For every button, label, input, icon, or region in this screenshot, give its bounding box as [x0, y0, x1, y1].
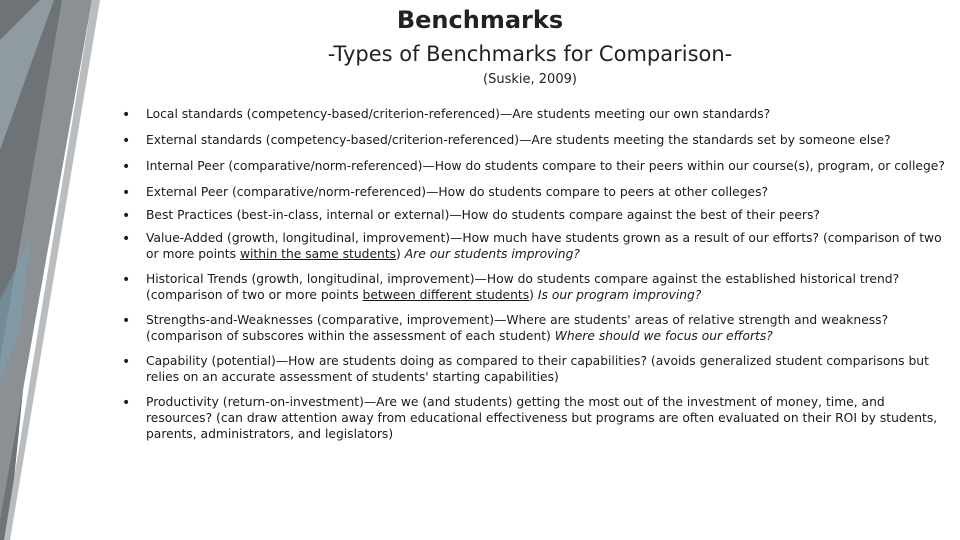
bullet-icon: •	[122, 395, 131, 411]
item-underline: within the same students	[239, 247, 397, 261]
list-item	[120, 132, 952, 148]
item-text: Historical Trends (growth, longitudinal, improvement)—How do students compare against the established historical trend? (comparison of two or more points	[146, 272, 900, 302]
list-item	[120, 184, 952, 200]
item-text: Best Practices (best-in-class, internal or external)—How do students compare against the best of their peers?	[146, 208, 820, 222]
bullet-icon: •	[122, 159, 131, 175]
list-item	[120, 207, 952, 223]
item-text: Strengths-and-Weaknesses (comparative, improvement)—Where are students' areas of relative strength and weakness? (comparison of subscores within the assessment of each student)	[146, 313, 889, 343]
page-subtitle: -Types of Benchmarks for Comparison-	[327, 42, 733, 66]
item-text: Capability (potential)—How are students doing as compared to their capabilities? (avoids generalized student comparisons but relies on an accurate assessment of students' starting capabilities)	[146, 354, 929, 384]
list-item	[120, 106, 952, 122]
bullet-icon: •	[122, 208, 131, 224]
bullet-icon: •	[122, 231, 131, 247]
citation: (Suskie, 2009)	[483, 72, 577, 87]
item-italic: Are our students improving?	[400, 247, 580, 261]
item-text: Local standards (competency-based/criterion-referenced)—Are students meeting our own standards?	[146, 107, 771, 121]
item-text: Value-Added (growth, longitudinal, improvement)—How much have students grown as a result of our efforts? (comparison of two or more points	[146, 231, 942, 261]
decorative-side-band	[0, 0, 110, 540]
list-item	[120, 230, 952, 262]
bullet-icon: •	[122, 354, 131, 370]
item-italic: Where should we focus our efforts?	[550, 329, 773, 343]
item-text-after: )	[396, 247, 401, 261]
item-text: Internal Peer (comparative/norm-referenced)—How do students compare to their peers within our course(s), program, or college?	[146, 159, 945, 173]
list-item	[120, 353, 952, 385]
bullet-icon: •	[122, 185, 131, 201]
item-underline: between different students	[362, 288, 530, 302]
item-italic: Is our program improving?	[533, 288, 702, 302]
item-text-after: )	[529, 288, 534, 302]
page-title: Benchmarks	[396, 6, 564, 34]
bullet-icon: •	[122, 313, 131, 329]
item-text: Productivity (return-on-investment)—Are we (and students) getting the most out of the investment of money, time, and resources? (can draw attention away from educational effectiveness but programs are often evaluated on their ROI by students, parents, administrators, and legislators)	[146, 395, 938, 441]
item-text: External standards (competency-based/criterion-referenced)—Are students meeting the standards set by someone else?	[146, 133, 891, 147]
list-item	[120, 312, 952, 344]
item-text: External Peer (comparative/norm-referenced)—How do students compare to peers at other colleges?	[146, 185, 769, 199]
bullet-icon: •	[122, 272, 131, 288]
benchmark-list	[120, 106, 952, 442]
list-item	[120, 271, 952, 303]
bullet-icon: •	[122, 133, 131, 149]
list-item	[120, 158, 952, 174]
bullet-icon: •	[122, 107, 131, 123]
list-item	[120, 394, 952, 442]
